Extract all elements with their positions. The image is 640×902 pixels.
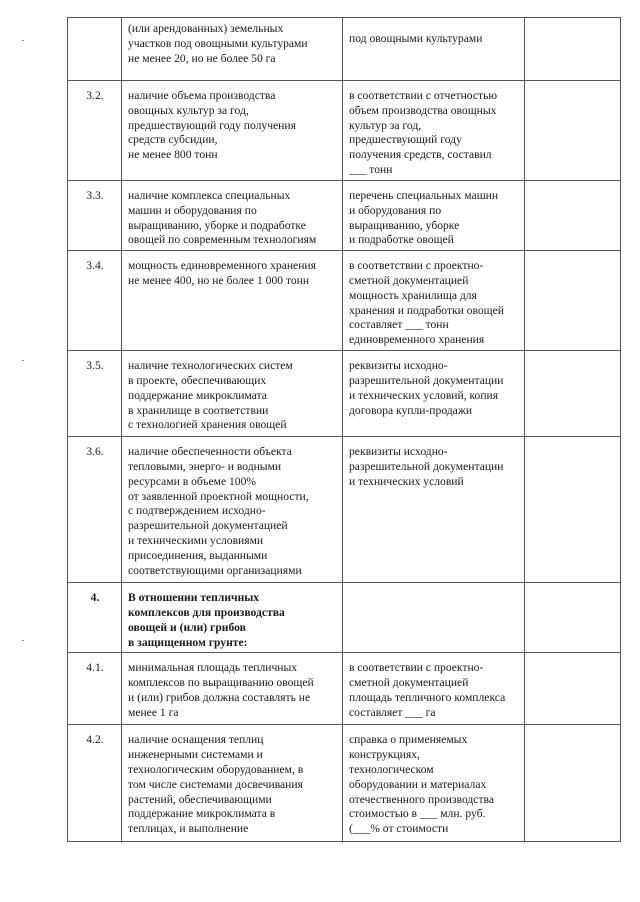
requirement-cell: (или арендованных) земельных участков под овощными культурами не менее 20, но не более 50 га [122, 18, 343, 81]
row-number: 3.2. [68, 81, 122, 181]
row-number: 3.5. [68, 351, 122, 437]
document-cell: в соответствии с проектно- сметной документацией площадь тепличного комплекса составляет ___ га [343, 653, 525, 725]
section-header-row [68, 583, 621, 653]
document-cell: в соответствии с отчетностью объем производства овощных культур за год, предшествующий году получения средств, составил ___ тонн [343, 81, 525, 181]
empty-cell [525, 18, 621, 81]
table-row [68, 251, 621, 351]
scan-mark [22, 360, 24, 361]
table-row [68, 18, 621, 81]
row-number: 4.1. [68, 653, 122, 725]
requirement-cell: наличие объема производства овощных культур за год, предшествующий году получения средств субсидии, не менее 800 тонн [122, 81, 343, 181]
row-number [68, 18, 122, 81]
requirement-cell: наличие технологических систем в проекте, обеспечивающих поддержание микроклимата в хранилище в соответствии с технологией хранения овощей [122, 351, 343, 437]
scan-mark [22, 40, 24, 41]
section-title: В отношении тепличных комплексов для производства овощей и (или) грибов в защищенном грунте: [122, 583, 343, 653]
section-number: 4. [68, 583, 122, 653]
document-cell: в соответствии с проектно- сметной документацией мощность хранилища для хранения и подработки овощей составляет ___ тонн единовременного хранения [343, 251, 525, 351]
requirement-cell: наличие оснащения теплиц инженерными системами и технологическим оборудованием, в том числе системами досвечивания растений, обеспечивающими поддержание микроклимата в теплицах, и выполнение [122, 725, 343, 842]
table-row [68, 437, 621, 583]
row-number: 3.4. [68, 251, 122, 351]
document-cell: справка о применяемых конструкциях, технологическом оборудовании и материалах отечественного производства стоимостью в ___ млн. руб. (___% от стоимости [343, 725, 525, 842]
empty-cell [525, 725, 621, 842]
requirement-cell: наличие обеспеченности объекта тепловыми, энерго- и водными ресурсами в объеме 100% от заявленной проектной мощности, с подтверждением исходно- разрешительной документацией и техническими условиями присоединения, выданными соответствующими организациями [122, 437, 343, 583]
table-row [68, 81, 621, 181]
requirement-cell: наличие комплекса специальных машин и оборудования по выращиванию, уборке и подработке овощей по современным технологиям [122, 181, 343, 251]
table-row [68, 351, 621, 437]
empty-cell [525, 583, 621, 653]
requirements-table [67, 17, 621, 842]
row-number: 3.6. [68, 437, 122, 583]
scan-mark [22, 640, 24, 641]
document-cell: под овощными культурами [343, 18, 525, 81]
document-cell: перечень специальных машин и оборудования по выращиванию, уборке и подработке овощей [343, 181, 525, 251]
row-number: 3.3. [68, 181, 122, 251]
empty-cell [525, 351, 621, 437]
document-cell: реквизиты исходно- разрешительной документации и технических условий, копия договора купли-продажи [343, 351, 525, 437]
row-number: 4.2. [68, 725, 122, 842]
table-row [68, 181, 621, 251]
table-row [68, 653, 621, 725]
table-row [68, 725, 621, 842]
empty-cell [525, 181, 621, 251]
empty-cell [525, 653, 621, 725]
empty-cell [525, 251, 621, 351]
empty-cell [525, 437, 621, 583]
requirement-cell: минимальная площадь тепличных комплексов по выращиванию овощей и (или) грибов должна составлять не менее 1 га [122, 653, 343, 725]
document-cell [343, 583, 525, 653]
empty-cell [525, 81, 621, 181]
document-cell: реквизиты исходно- разрешительной документации и технических условий [343, 437, 525, 583]
requirement-cell: мощность единовременного хранения не менее 400, но не более 1 000 тонн [122, 251, 343, 351]
